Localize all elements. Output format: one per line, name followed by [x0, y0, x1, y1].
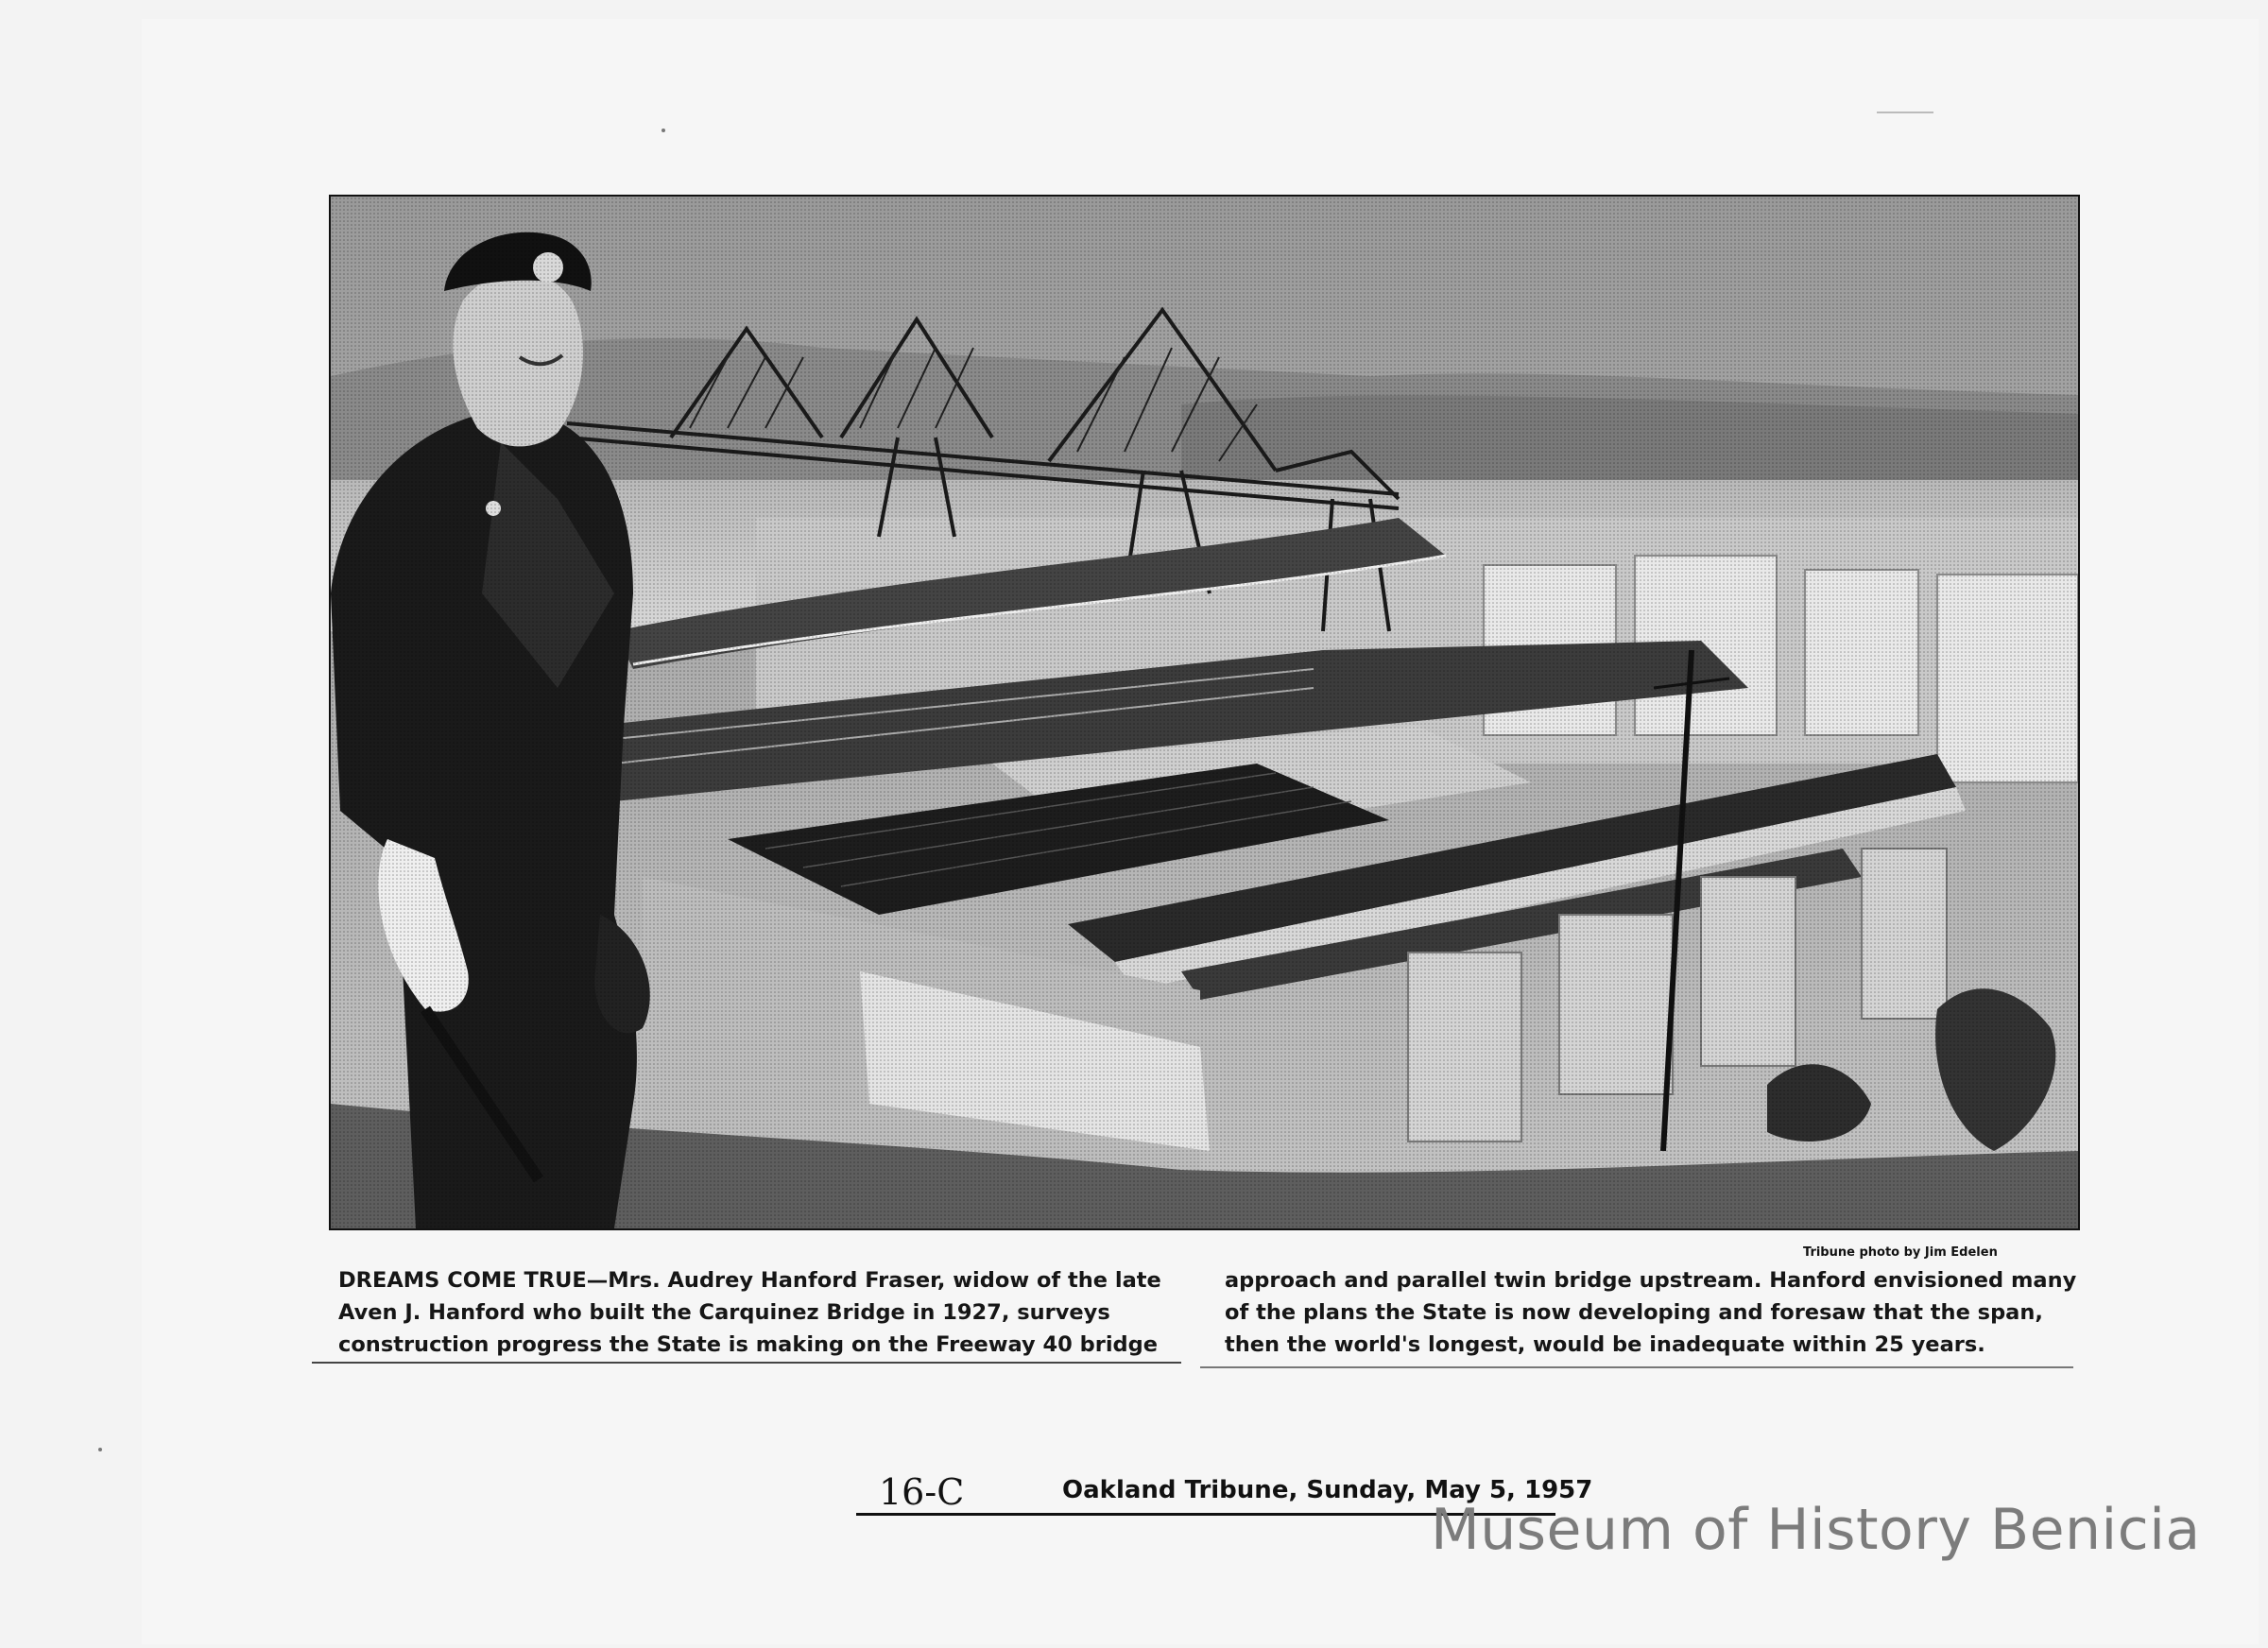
- caption-line: DREAMS COME TRUE—Mrs. Audrey Hanford Fraser, widow of the late: [338, 1268, 1161, 1293]
- page-number: 16-C: [879, 1471, 965, 1513]
- caption-line: Aven J. Hanford who built the Carquinez Bridge in 1927, surveys: [338, 1300, 1110, 1325]
- caption-left-column: [338, 1264, 1174, 1361]
- dust-mark: [1877, 112, 1933, 113]
- caption-line: approach and parallel twin bridge upstream. Hanford envisioned many: [1225, 1268, 2077, 1293]
- dust-speck: [98, 1448, 102, 1451]
- caption-line: then the world's longest, would be inadequate within 25 years.: [1225, 1332, 1985, 1357]
- caption-line: construction progress the State is making on the Freeway 40 bridge: [338, 1332, 1159, 1357]
- photo-credit: Tribune photo by Jim Edelen: [1803, 1245, 1998, 1260]
- caption-right-column: [1225, 1264, 2077, 1361]
- caption-line: of the plans the State is now developing and foresaw that the span,: [1225, 1300, 2043, 1325]
- dust-speck: [662, 129, 665, 132]
- watermark: Museum of History Benicia: [1431, 1497, 2201, 1563]
- caption-rule: [312, 1362, 1181, 1364]
- news-photo: [329, 195, 2080, 1230]
- caption-rule: [1200, 1366, 2073, 1368]
- newspaper-dateline: Oakland Tribune, Sunday, May 5, 1957: [1062, 1476, 1593, 1504]
